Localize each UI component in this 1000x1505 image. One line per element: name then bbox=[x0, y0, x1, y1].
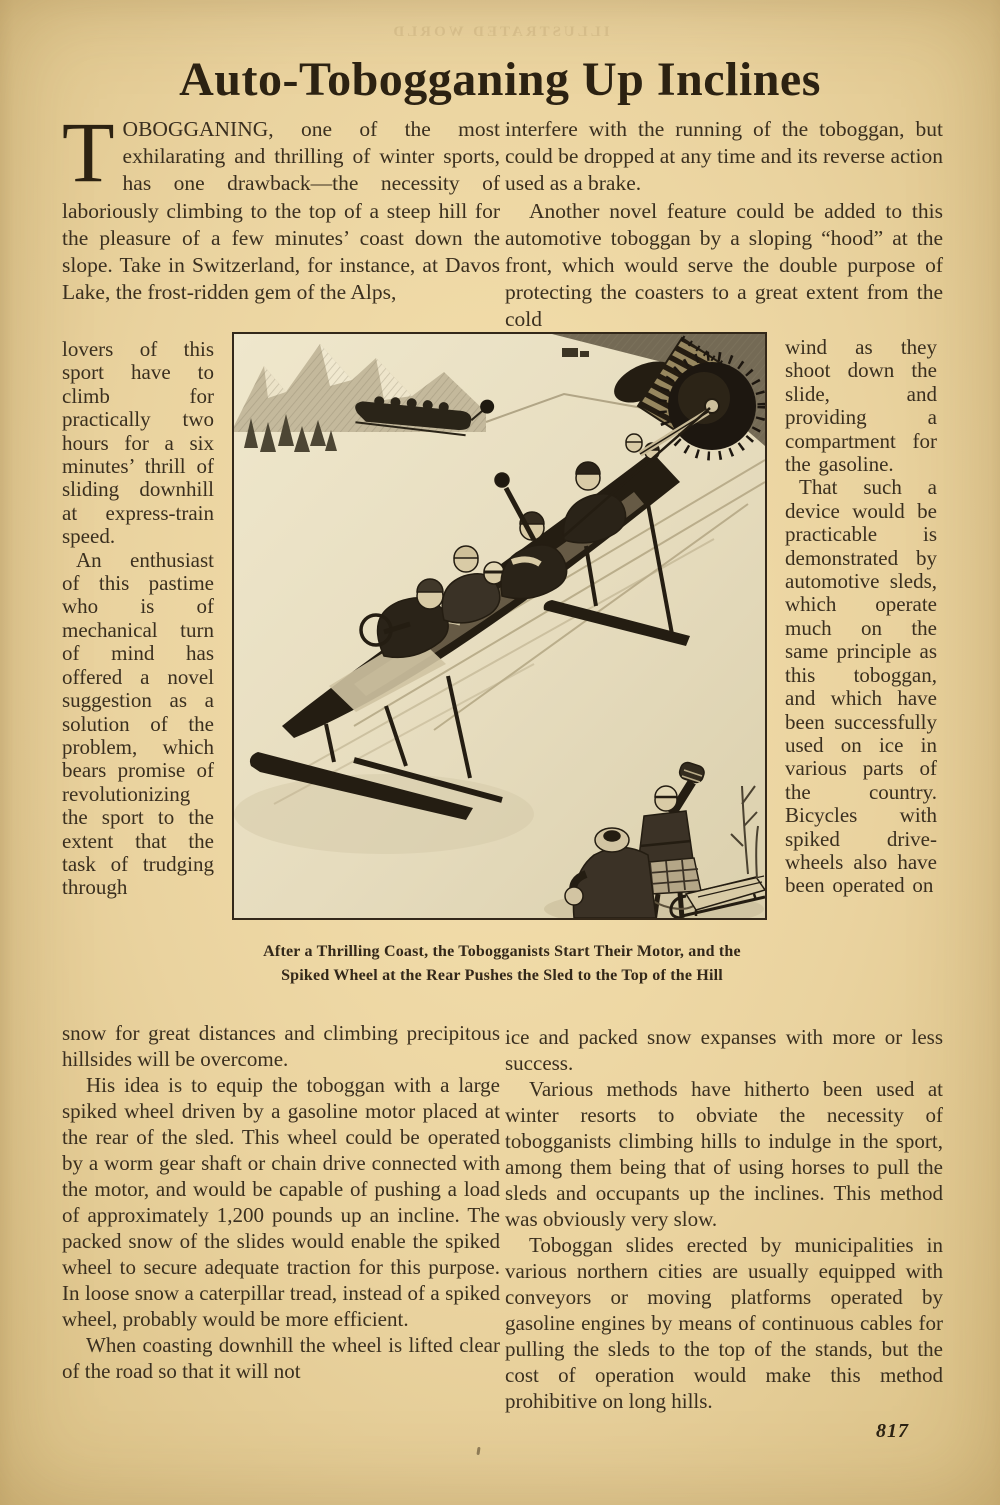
page-number: 817 bbox=[876, 1420, 909, 1442]
left-column-bottom bbox=[62, 1020, 500, 1384]
paragraph-opening bbox=[62, 104, 500, 306]
mitten bbox=[565, 887, 583, 905]
paragraph-that-such-device: That such a device would be practicable is demonstrated by automotive sleds, which operate much on the same principle as this toboggan, and which have been successfully used on ice in various parts of the country. Bicycles with spiked drive-wheels also have been operated on bbox=[785, 475, 937, 898]
right-column-top bbox=[505, 116, 943, 334]
paragraph-when-coasting: When coasting downhill the wheel is lifted clear of the road so that it will not bbox=[62, 1333, 500, 1383]
paragraph-various-methods: Various methods have hitherto been used at winter resorts to obviate the necessity of tobogganists climbing hills to indulge in the sport, among them being that of using horses to pull the sleds and occupants up the inclines. This method was obviously very slow. bbox=[505, 1077, 943, 1231]
paragraph-lovers: lovers of this sport have to climb for practically two hours for a six minutes’ thrill of sliding downhill at express-train speed. bbox=[62, 337, 214, 549]
paragraph-ice-expanses: ice and packed snow expanses with more or less success. bbox=[505, 1025, 943, 1075]
paragraph-his-idea: His idea is to equip the toboggan with a large spiked wheel driven by a gasoline motor placed at the rear of the sled. This wheel could be operated by a worm gear shaft or chain drive connected with the motor, and would be capable of pushing a load of approximately 1,200 pounds up an incline. The packed snow of the slides would enable the spiked wheel to secure adequate traction for this purpose. In loose snow a caterpillar tread, instead of a spiked wheel, probably would be more efficient. bbox=[62, 1073, 500, 1331]
drop-cap: T bbox=[62, 104, 115, 200]
paragraph-toboggan-slides: Toboggan slides erected by municipalities in various northern cities are usually equipped with conveyors or moving platforms operated by gasoline engines by means of continuous cables for pulling the sleds to the top of the stands, but the cost of operation would make this method prohibitive on long hills. bbox=[505, 1233, 943, 1413]
caption-line-2: Spiked Wheel at the Rear Pushes the Sled to the Top of the Hill bbox=[281, 967, 723, 984]
illustration-caption bbox=[222, 940, 782, 988]
illustration-frame bbox=[232, 332, 767, 920]
pom-stick bbox=[495, 473, 509, 487]
left-column-narrow bbox=[62, 338, 214, 900]
paragraph-opening-text: OBOGGANING, one of the most exhilarating and thrilling of winter sports, has one drawback—the necessity of laboriously climbing to the top of a steep hill for the pleasure of a few minutes’ coast down the slope. Take in Switzerland, for instance, at Davos Lake, the frost-ridden gem of the Alps, bbox=[62, 117, 500, 305]
toboggan-illustration bbox=[234, 334, 765, 918]
paragraph-snow-distances: snow for great distances and climbing precipitous hillsides will be overcome. bbox=[62, 1021, 500, 1071]
paragraph-wind: wind as they shoot down the slide, and providing a compartment for the gasoline. bbox=[785, 335, 937, 477]
right-column-narrow bbox=[785, 336, 937, 898]
bleed-through-text: ILLUSTRATED WORLD bbox=[390, 24, 610, 40]
paragraph-another-feature: Another novel feature could be added to this automotive toboggan by a sloping “hood” at the front, which would serve the double purpose of protecting the coasters to a great extent from the cold bbox=[505, 198, 943, 332]
right-column-bottom bbox=[505, 1024, 943, 1414]
caption-line-1: After a Thrilling Coast, the Tobogganists Start Their Motor, and the bbox=[263, 943, 741, 960]
paragraph-interfere: interfere with the running of the toboggan, but could be dropped at any time and its reverse action used as a brake. bbox=[505, 117, 943, 196]
paragraph-enthusiast: An enthusiast of this pastime who is of mechanical turn of mind has offered a novel suggestion as a solution of the problem, which bears promise of revolutionizing the sport to the extent that the task of trudging through bbox=[62, 547, 214, 900]
left-column-top bbox=[62, 104, 500, 306]
article-title: Auto-Tobogganing Up Inclines bbox=[179, 53, 821, 106]
ink-speck bbox=[476, 1447, 480, 1455]
